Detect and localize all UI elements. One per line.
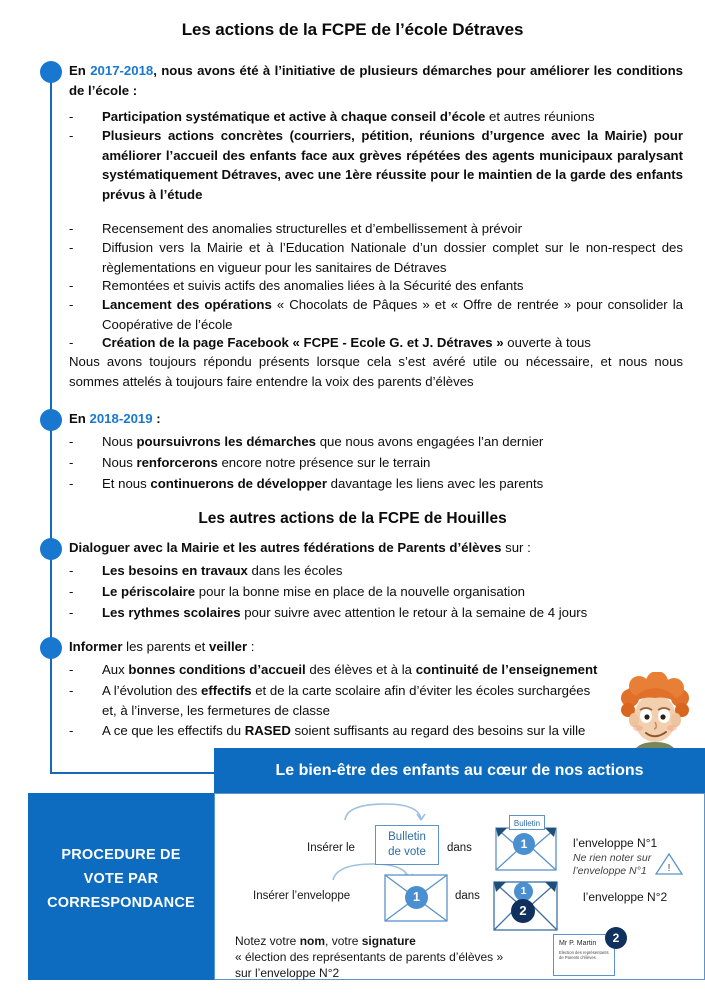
procedure-left-panel	[28, 793, 214, 980]
list-item-bold: Le périscolaire	[102, 584, 196, 599]
list-item-mid: et de la carte scolaire afin d’éviter les écoles surchargées et, à l’inverse, les fermetures de classe	[102, 683, 591, 718]
lead-2017-year: 2017-2018	[90, 63, 154, 78]
list-item-mid: soient suffisants au regard des besoins sur la ville	[290, 723, 586, 738]
dash-marker: -	[69, 563, 74, 578]
procedure-left-title-line1: PROCEDURE DE	[61, 847, 181, 863]
dash-marker: -	[69, 723, 74, 738]
lead-2018-rest: :	[152, 411, 161, 426]
list-item-bold: Diffusion vers la Mairie	[102, 240, 243, 255]
list-item	[69, 474, 683, 494]
warning-triangle-icon	[655, 852, 683, 876]
list-item	[69, 721, 599, 741]
row3-line1-bold: nom	[299, 934, 326, 948]
row1-label-before: Insérer le	[307, 842, 355, 854]
list-item	[69, 453, 683, 473]
list-item	[69, 238, 683, 277]
dash-marker: -	[69, 683, 74, 698]
list-item-text	[102, 107, 683, 127]
list-item-text	[102, 603, 683, 623]
dialoguer-lead-bold: Dialoguer avec la Mairie et les autres fédérations de Parents d’élèves	[69, 540, 502, 555]
timeline-bottom-line	[50, 772, 225, 774]
procedure-left-title	[28, 843, 214, 915]
list-item-bold: Participation systématique et active à chaque conseil d’école	[102, 109, 486, 124]
dash-marker: -	[69, 221, 74, 236]
list-item	[69, 295, 683, 334]
list-item-text	[102, 238, 683, 277]
list-item-rest: (courriers, pétition, réunions d’urgence avec la Mairie) pour améliorer l’accueil des enfants face aux grèves répétées des agents municipaux paralysant systématiquement Détraves, avec une 1ère réussite pour le maintien de la garde des enfants prévus à l’étude	[102, 128, 683, 202]
list-item	[69, 681, 599, 720]
section-2017-lead	[69, 61, 683, 100]
signed-envelope-subtext: Election des représentants de Parents d’élèves	[559, 950, 609, 961]
dash-marker: -	[69, 128, 74, 143]
timeline-dot-2017	[40, 61, 62, 83]
list-item-rest: et à l’Education Nationale d’un dossier complet sur le non-respect des règlementations en vigueur pour les sanitaires de Détraves	[102, 240, 683, 275]
list-item-pre: Nous	[102, 455, 137, 470]
row3-line1-pre: Notez votre	[235, 934, 300, 948]
badge-1-row1: 1	[513, 833, 535, 855]
lead-2018-year: 2018-2019	[89, 411, 153, 426]
list-item-text	[102, 276, 683, 296]
row3-line1	[235, 934, 416, 948]
list-item-bold: effectifs	[200, 683, 252, 698]
row1-label-after: l’enveloppe N°1	[573, 836, 658, 850]
list-item-text	[102, 333, 683, 353]
badge-1-row2-inner: 1	[514, 882, 533, 901]
list-item-bold: renforcerons	[136, 455, 218, 470]
list-item-bold: continuerons de développer	[150, 476, 327, 491]
list-item-rest: et autres réunions	[485, 109, 595, 124]
lead-2018-prefix: En	[69, 411, 90, 426]
timeline-dot-informer	[40, 637, 62, 659]
dash-marker: -	[69, 278, 74, 293]
section-2017-closing: Nous avons toujours répondu présents lorsque cela s’est avéré utile ou nécessaire, et nous nous sommes attelés à toujours faire entendre la voix des parents d’élèves	[69, 354, 683, 389]
list-item	[69, 432, 683, 452]
list-item	[69, 219, 683, 239]
dash-marker: -	[69, 476, 74, 491]
row3-line2: « élection des représentants de parents d’élèves »	[235, 950, 504, 964]
dash-marker: -	[69, 605, 74, 620]
dash-marker: -	[69, 240, 74, 255]
badge-1-row2-left: 1	[405, 886, 428, 909]
list-item-rest: ouverte à tous	[503, 335, 591, 350]
timeline-dot-2018	[40, 409, 62, 431]
procedure-header-bar	[214, 748, 705, 793]
list-item-text	[102, 295, 683, 334]
dash-marker: -	[69, 297, 74, 312]
list-item	[69, 603, 683, 623]
list-item-bold: Plusieurs actions concrètes	[102, 128, 284, 143]
row3-line1-mid: , votre	[325, 934, 362, 948]
list-item	[69, 333, 683, 353]
list-item-rest: pour la bonne mise en place de la nouvelle organisation	[195, 584, 526, 599]
list-item-mid: des élèves et à la	[305, 662, 416, 677]
page-title: Les actions de la FCPE de l’école Détraves	[181, 20, 524, 39]
list-item-pre: A l’évolution des	[102, 683, 201, 698]
svg-text:!: !	[667, 863, 671, 874]
list-item-pre: A ce que les effectifs du	[102, 723, 245, 738]
row2-label-after: l’enveloppe N°2	[583, 890, 668, 904]
list-item-rest: que nous avons engagées l’an dernier	[316, 434, 544, 449]
badge-2-row2-outer: 2	[511, 899, 535, 923]
procedure-header-text: Le bien-être des enfants au cœur de nos actions	[275, 762, 644, 779]
list-item-rest: encore notre présence sur le terrain	[217, 455, 431, 470]
list-item	[69, 126, 683, 204]
row1-warning-line2: l’enveloppe N°1	[573, 865, 647, 877]
dash-marker: -	[69, 434, 74, 449]
list-item-rest: pour suivre avec attention le retour à la semaine de 4 jours	[240, 605, 588, 620]
ballot-paper-box	[375, 825, 439, 865]
dash-marker: -	[69, 335, 74, 350]
dash-marker: -	[69, 455, 74, 470]
dash-marker: -	[69, 662, 74, 677]
list-item-text	[102, 474, 683, 494]
badge-2-row3: 2	[605, 927, 627, 949]
list-item-text	[102, 126, 683, 204]
informer-lead-bold2: veiller	[209, 639, 248, 654]
dialoguer-lead	[69, 538, 683, 558]
list-item-text	[102, 582, 683, 602]
list-item-text	[102, 561, 683, 581]
list-item-rest: dans les écoles	[247, 563, 343, 578]
list-item-text	[102, 681, 599, 720]
row3-line1-bold2: signature	[361, 934, 416, 948]
lead-2017-prefix: En	[69, 63, 91, 78]
list-item-bold: Lancement des opérations	[102, 297, 272, 312]
procedure-left-title-line2: VOTE PAR	[83, 871, 159, 887]
list-item-bold: Recensement des anomalies structurelles et d’embellissement	[102, 221, 468, 236]
list-item-rest: des enfants	[451, 278, 524, 293]
ballot-line-1: Bulletin	[388, 831, 426, 843]
list-item-bold: Remontées et suivis actifs des anomalies liées à la Sécurité	[102, 278, 452, 293]
list-item-rest: davantage les liens avec les parents	[327, 476, 544, 491]
row1-warning-line1: Ne rien noter sur	[573, 852, 652, 864]
list-item	[69, 660, 683, 680]
list-item-pre: Et nous	[102, 476, 151, 491]
list-item	[69, 582, 683, 602]
list-item-text	[102, 721, 599, 741]
informer-lead-bold: Informer	[69, 639, 123, 654]
list-item-text	[102, 219, 683, 239]
list-item-text	[102, 660, 683, 680]
section-title-houilles: Les autres actions de la FCPE de Houilles	[198, 510, 507, 527]
list-item-bold: RASED	[244, 723, 291, 738]
list-item-bold: Création de la page Facebook « FCPE - Ecole G. et J. Détraves »	[102, 335, 504, 350]
section-2018-lead	[69, 409, 683, 429]
informer-lead-rest: :	[247, 639, 255, 654]
list-item-bold2: continuité de l’enseignement	[415, 662, 598, 677]
list-item-text	[102, 432, 683, 452]
row3-line3: sur l’enveloppe N°2	[235, 966, 340, 980]
list-item-rest: « Chocolats de Pâques » et « Offre de rentrée » pour consolider la Coopérative de l’école	[102, 297, 683, 332]
list-item-bold: Les rythmes scolaires	[102, 605, 241, 620]
informer-lead	[69, 637, 683, 657]
timeline-dot-dialoguer	[40, 538, 62, 560]
lead-2017-rest: , nous avons été à l’initiative de plusieurs démarches pour améliorer les conditions de l’école :	[69, 63, 684, 98]
dash-marker: -	[69, 109, 74, 124]
row2-label-middle: dans	[455, 890, 480, 902]
procedure-left-title-line3: CORRESPONDANCE	[47, 895, 195, 911]
signed-envelope-name: Mr P. Martin	[559, 940, 597, 947]
list-item-text	[102, 453, 683, 473]
row2-label-before: Insérer l’enveloppe	[253, 890, 351, 902]
list-item	[69, 561, 683, 581]
list-item	[69, 107, 683, 127]
list-item-pre: Nous	[102, 434, 137, 449]
dialoguer-lead-rest: sur :	[501, 540, 531, 555]
informer-lead-mid: les parents et	[122, 639, 209, 654]
list-item-bold: Les besoins en travaux	[102, 563, 248, 578]
ballot-line-2: de vote	[388, 846, 426, 858]
list-item-pre: Aux	[102, 662, 129, 677]
dash-marker: -	[69, 584, 74, 599]
row1-label-middle: dans	[447, 842, 472, 854]
procedure-diagram-panel	[214, 793, 705, 980]
list-item-bold: bonnes conditions d’accueil	[128, 662, 306, 677]
list-item-rest: à prévoir	[467, 221, 523, 236]
list-item-bold: poursuivrons les démarches	[136, 434, 317, 449]
envelope-1-ballot-tag: Bulletin	[509, 815, 545, 830]
list-item	[69, 276, 683, 296]
